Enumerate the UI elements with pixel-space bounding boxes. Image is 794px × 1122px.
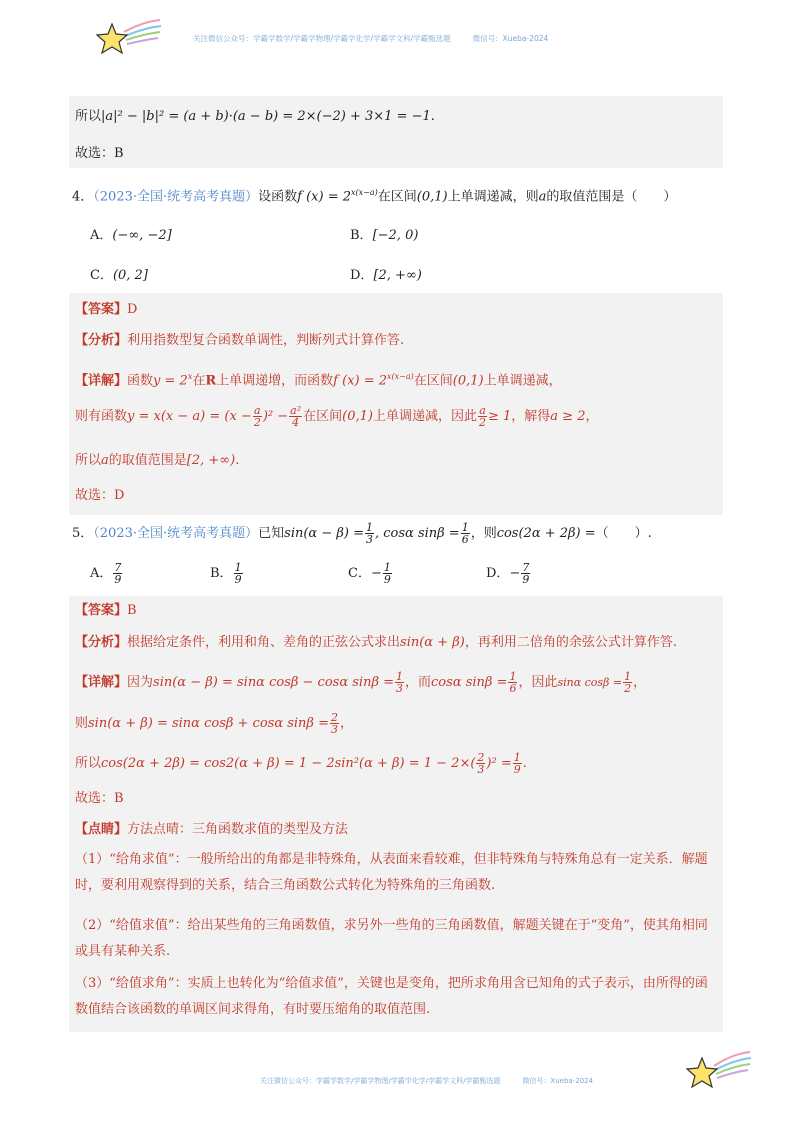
prev-formula: |a|² − |b|² = (a + b)·(a − b) = 2×(−2) + 3×1 = −1. (101, 109, 435, 124)
q5-tip-3: （3）“给值求角”：实质上也转化为“给值求值”，关键也是变角，把所求角用含已知角的式子表示，由所得的函数值结合该函数的单调区间求得角，有时要压缩角的取值范围. (75, 976, 708, 1017)
page-header (0, 0, 794, 70)
q5-tip-title: 【点睛】方法点晴：三角函数求值的类型及方法 (75, 822, 349, 837)
q4-stem: 4．（2023·全国·统考高考真题）设函数f $(x) = 2^{x(x-a)}$在区间(0,1)上单调递减，则a的取值范围是（ ） (72, 188, 677, 205)
q4-analysis: 【分析】利用指数型复合函数单调性，判断列式计算作答. (75, 333, 405, 348)
q5-option-b: B． $\frac{1}{9}$ (210, 561, 242, 586)
q5-detail-1: 【详解】因为sin(α − β) = sinα cosβ − cosα sinβ = $\frac{1}{3}$ ，而cosα sinβ = $\frac{1}{6}$ ，因此sinα cosβ = $\frac{1}{2}$ ， (75, 670, 647, 695)
star-logo-icon (94, 18, 164, 58)
q5-stem: 5．（2023·全国·统考高考真题）已知sin(α − β) = $\frac{1}{3}$ , cosα sinβ = $\frac{1}{6}$ ，则cos(2α + 2β) =（ ）. (72, 521, 652, 546)
q5-option-d: D．− $\frac{7}{9}$ (486, 561, 530, 586)
q4-source: （2023·全国·统考高考真题） (93, 189, 259, 205)
q5-detail-2: 则sin(α + β) = sinα cosβ + cosα sinβ = $\frac{2}{3}$ ， (75, 711, 353, 736)
q5-tip-1: （1）“给角求值”：一般所给出的角都是非特殊角，从表面来看较难，但非特殊角与特殊角总有一定关系．解题时，要利用观察得到的关系，结合三角函数公式转化为特殊角的三角函数. (75, 852, 708, 893)
q5-answer: 【答案】B (75, 603, 137, 618)
header-wechat: 微信号：Xueba-2024 (472, 34, 549, 43)
q4-option-d: D．[2, +∞) (350, 268, 422, 283)
star-footer-icon (684, 1048, 754, 1090)
q4-detail-2: 则有函数y = x(x − a) = (x − $\frac{a}{2}$ )² − $\frac{\text{a²}}{4}$ 在区间(0,1)上单调递减，因此 $\frac{a}{2}$ ≥ 1，解得a ≥ 2， (75, 404, 599, 429)
q4-option-a: A．(−∞, −2] (90, 228, 172, 243)
header-text (193, 33, 548, 44)
q5-option-c: C．− $\frac{1}{9}$ (348, 561, 391, 586)
prev-formula-line: 所以|a|² − |b|² = (a + b)·(a − b) = 2×(−2) + 3×1 = −1. (75, 109, 435, 124)
footer-wechat: 微信号：Xueba-2024 (522, 1077, 594, 1085)
q4-solution-block (69, 293, 723, 515)
q5-analysis: 【分析】根据给定条件，利用和角、差角的正弦公式求出sin(α + β)，再利用二倍角的余弦公式计算作答. (75, 635, 677, 650)
q4-option-b: B．[−2, 0) (350, 228, 419, 243)
q4-option-c: C．(0, 2] (90, 268, 148, 283)
q4-detail-3: 所以a的取值范围是[2, +∞). (75, 453, 240, 468)
q5-solution-block (69, 596, 723, 1032)
q4-answer: 【答案】D (75, 302, 138, 317)
prev-choice: 故选：B (75, 146, 124, 161)
header-channels: 关注微信公众号：学霸学数学/学霸学物理/学霸学化学/学霸学文科/学霸甄选题 (193, 34, 451, 43)
footer-text (260, 1076, 593, 1086)
q4-choice: 故选：D (75, 488, 125, 503)
q4-detail-1: 【详解】函数$y = 2^x$在R上单调递增，而函数f $(x) = 2^{x(x-a)}$在区间(0,1)上单调递减， (75, 372, 562, 389)
q5-tip-2: （2）“给值求值”：给出某些角的三角函数值，求另外一些角的三角函数值，解题关键在于“变角”，使其角相同或具有某种关系. (75, 918, 708, 959)
q5-detail-3: 所以cos(2α + 2β) = cos2(α + β) = 1 − 2sin²(α + β) = 1 − 2×( $\frac{2}{3}$ )² = $\frac{1}{9}$ . (75, 751, 527, 776)
prev-solution-block (69, 96, 723, 168)
q5-choice: 故选：B (75, 791, 124, 806)
q5-option-a: A． $\frac{7}{9}$ (90, 561, 122, 586)
footer-channels: 关注微信公众号：学霸学数学/学霸学物理/学霸学化学/学霸学文科/学霸甄选题 (260, 1077, 501, 1085)
q5-source: （2023·全国·统考高考真题） (93, 526, 259, 541)
